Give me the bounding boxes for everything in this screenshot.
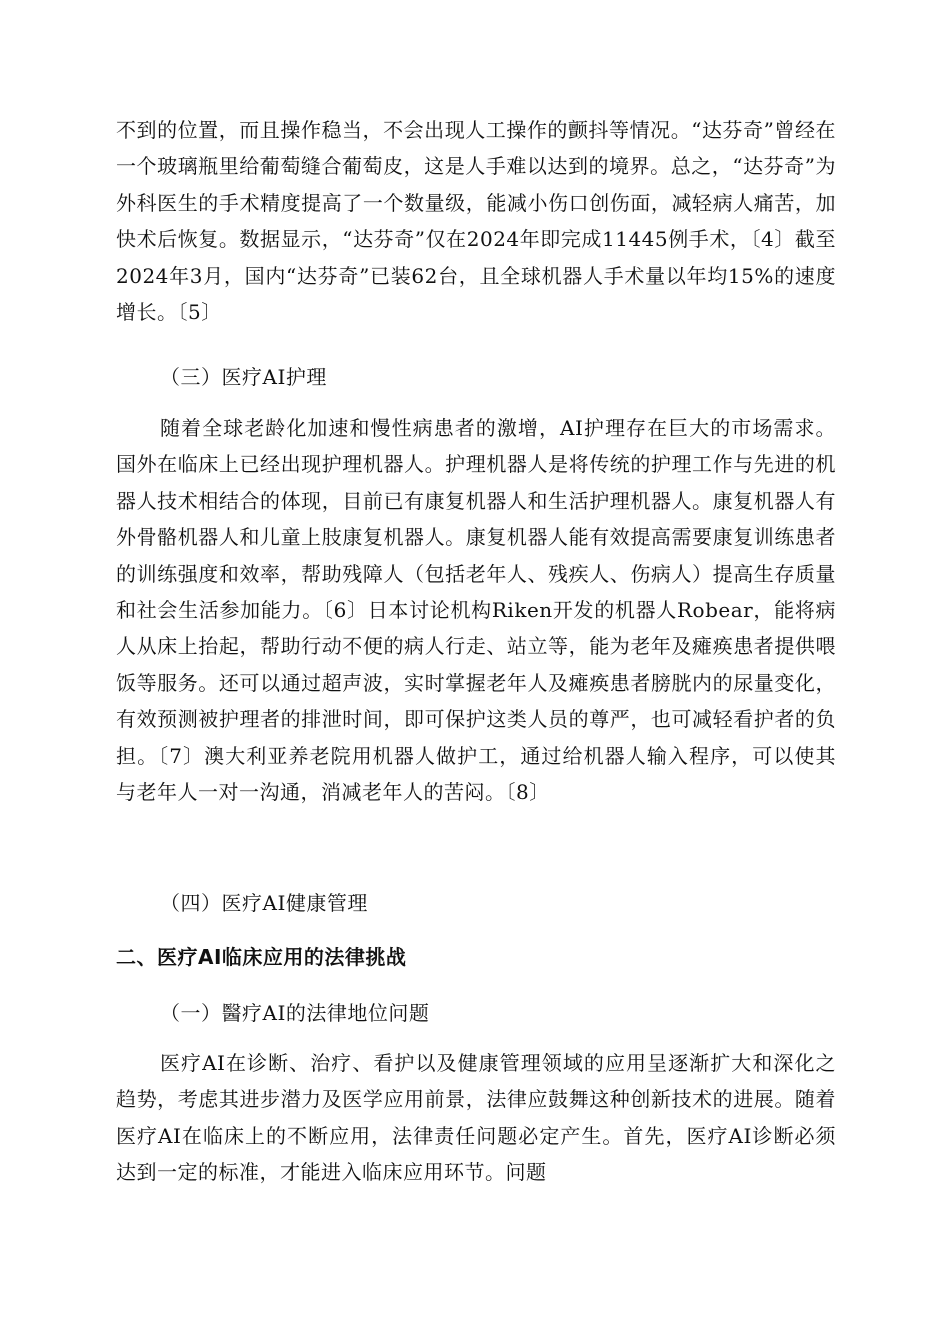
subheading-ai-health-management: （四）医疗AI健康管理 xyxy=(160,891,368,915)
paragraph-legal-status: 医疗AI在诊断、治疗、看护以及健康管理领域的应用呈逐渐扩大和深化之趋势，考虑其进步潜力及医学应用前景，法律应鼓舞这种创新技术的进展。随着医疗AI在临床上的不断应用，法律责任问题必定产生。首先，医疗AI诊断必须达到一定的标准，才能进入临床应用环节。问题 xyxy=(116,1051,836,1185)
section-heading-legal-challenges: 二、医疗AI临床应用的法律挑战 xyxy=(116,945,407,969)
paragraph-ai-nursing: 随着全球老龄化加速和慢性病患者的激增，AI护理存在巨大的市场需求。国外在临床上已经出现护理机器人。护理机器人是将传统的护理工作与先进的机器人技术相结合的体现，目前已有康复机器人和生活护理机器人。康复机器人有外骨骼机器人和儿童上肢康复机器人。康复机器人能有效提高需要康复训练患者的训练强度和效率，帮助残障人（包括老年人、残疾人、伤病人）提高生存质量和社会生活参加能力。〔6〕日本讨论机构Riken开发的机器人Robear，能将病人从床上抬起，帮助行动不便的病人行走、站立等，能为老年及瘫痪患者提供喂饭等服务。还可以通过超声波，实时掌握老年人及瘫痪患者膀胱内的尿量变化，有效预测被护理者的排泄时间，即可保护这类人员的尊严，也可减轻看护者的负担。〔7〕澳大利亚养老院用机器人做护工，通过给机器人输入程序，可以使其与老年人一对一沟通，消减老年人的苦闷。〔8〕 xyxy=(116,416,836,805)
subheading-ai-nursing: （三）医疗AI护理 xyxy=(160,365,327,389)
subheading-legal-status: （一）醫疗AI的法律地位问题 xyxy=(160,1001,430,1025)
paragraph-davinci-surgery: 不到的位置，而且操作稳当，不会出现人工操作的颤抖等情况。“达芬奇”曾经在一个玻璃瓶里给葡萄缝合葡萄皮，这是人手难以达到的境界。总之，“达芬奇”为外科医生的手术精度提高了一个数量级，能减小伤口创伤面，减轻病人痛苦，加快术后恢复。数据显示，“达芬奇”仅在2024年即完成11445例手术，〔4〕截至2024年3月，国内“达芬奇”已装62台，且全球机器人手术量以年均15%的速度增长。〔5〕 xyxy=(116,118,836,325)
